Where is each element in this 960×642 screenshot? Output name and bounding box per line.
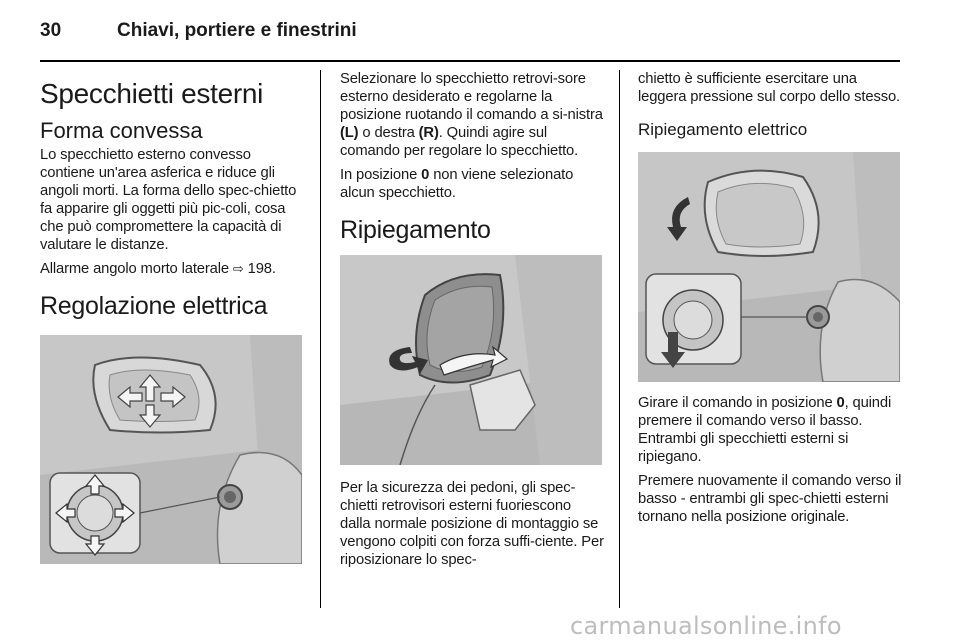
page-header: [40, 20, 900, 50]
sel-text-b: o destra: [358, 125, 419, 141]
sel-left-label: (L): [340, 125, 359, 141]
paragraph-continuazione: chietto è sufficiente esercitare una leggera pressione sul corpo dello stesso.: [638, 71, 900, 105]
watermark: carmanualsonline.info: [570, 612, 842, 640]
mirror-fold-illustration: [340, 255, 602, 465]
allarme-page-ref: 198.: [247, 261, 276, 277]
paragraph-girare: [638, 394, 902, 466]
chapter-title: Chiavi, portiere e finestrini: [117, 20, 357, 41]
section-title-specchietti: Specchietti esterni: [40, 78, 264, 109]
column-divider-2: [619, 70, 620, 608]
column-2: [340, 70, 604, 575]
sel-text-c: . Quindi agire sul comando per regolare lo specchietto.: [340, 125, 579, 159]
paragraph-allarme: [40, 260, 304, 278]
column-divider-1: [320, 70, 321, 608]
sel-text-a: Selezionare lo specchietto retrovi-sore esterno desiderato e regolarne la posizione ruotando il comando a si-nistra: [340, 71, 603, 123]
pos-text-a: In posizione: [340, 167, 422, 183]
header-rule: [40, 60, 900, 62]
gir-text-b: , quindi premere il comando verso il basso. Entrambi gli specchietti esterni si ripiegano.: [638, 395, 892, 465]
pos-text-b: non viene selezionato alcun specchietto.: [340, 167, 574, 201]
column-1: [40, 70, 304, 564]
mirror-adjust-illustration: [40, 335, 302, 564]
sel-right-label: (R): [418, 125, 439, 141]
electric-fold-illustration: [638, 152, 900, 382]
paragraph-selezionare: [340, 70, 604, 160]
page-number: 30: [40, 20, 62, 41]
subsection-title-regolazione: Regolazione elettrica: [40, 292, 268, 320]
gir-text-a: Girare il comando in posizione: [638, 395, 837, 411]
paragraph-sicurezza: Per la sicurezza dei pedoni, gli spec-chietti retrovisori esterni fuoriescono dalla normale posizione di montaggio se vengono colpiti con forza suffi-ciente. Per riposizionare lo spec-: [340, 480, 604, 568]
column-3: [638, 70, 902, 532]
arrow-right-icon: ⇨: [232, 261, 244, 276]
gir-zero-label: 0: [836, 395, 845, 411]
subsection-title-ripiegamento-elettrico: Ripiegamento elettrico: [638, 120, 808, 139]
paragraph-premere: Premere nuovamente il comando verso il basso - entrambi gli spec-chietti esterni tornano nella posizione originale.: [638, 473, 902, 525]
pos-zero-label: 0: [421, 167, 430, 183]
paragraph-forma: Lo specchietto esterno convesso contiene un'area asferica e riduce gli angoli morti. La forma dello spec-chietto fa apparire gli oggetti più pic-coli, cosa che può compromettere la capacità di valutare le distanze.: [40, 147, 297, 253]
allarme-text: Allarme angolo morto laterale: [40, 261, 229, 277]
paragraph-posizione-zero: [340, 166, 604, 202]
subsection-title-forma: Forma convessa: [40, 118, 203, 143]
section-title-ripiegamento: Ripiegamento: [340, 216, 491, 244]
